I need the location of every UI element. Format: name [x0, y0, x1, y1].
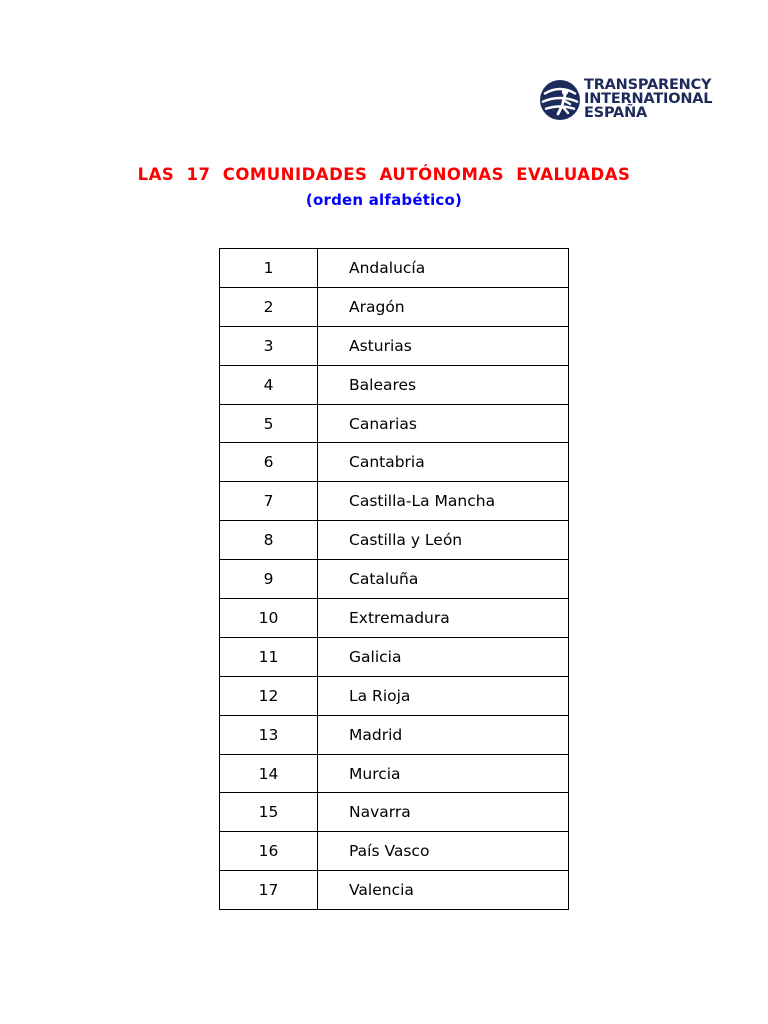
- row-number: [220, 676, 318, 715]
- row-number-text: 5: [263, 414, 274, 433]
- row-community-name: País Vasco: [318, 832, 569, 871]
- row-community-name: Navarra: [318, 793, 569, 832]
- row-community-name: Galicia: [318, 637, 569, 676]
- row-number: [220, 871, 318, 910]
- table-row: [220, 793, 569, 832]
- row-number: [220, 599, 318, 638]
- table-row: [220, 287, 569, 326]
- row-community-name: Madrid: [318, 715, 569, 754]
- transparency-international-logo: [538, 76, 728, 124]
- row-number-text: 1: [263, 258, 274, 277]
- row-community-name: Andalucía: [318, 249, 569, 288]
- table-row: [220, 754, 569, 793]
- row-number-text: 4: [263, 375, 274, 394]
- row-number-text: 15: [258, 803, 279, 822]
- row-community-name: La Rioja: [318, 676, 569, 715]
- row-number: [220, 715, 318, 754]
- table-row: [220, 404, 569, 443]
- table-row: [220, 599, 569, 638]
- table-row: [220, 560, 569, 599]
- row-number-text: 9: [263, 570, 274, 589]
- row-number-text: 3: [263, 336, 274, 355]
- row-community-name: Aragón: [318, 287, 569, 326]
- row-community-name: Castilla y León: [318, 521, 569, 560]
- row-number: [220, 482, 318, 521]
- row-number: [220, 637, 318, 676]
- row-community-name: Murcia: [318, 754, 569, 793]
- row-number: [220, 832, 318, 871]
- transparency-globe-icon: [538, 78, 582, 122]
- table-row: [220, 521, 569, 560]
- page-subtitle: (orden alfabético): [305, 191, 463, 209]
- logo-line-1: TRANSPARENCY: [584, 77, 712, 93]
- row-number-text: 16: [258, 842, 279, 861]
- logo-wordmark: [584, 78, 712, 120]
- table-row: [220, 365, 569, 404]
- table-row: [220, 637, 569, 676]
- table-row: [220, 676, 569, 715]
- row-number: [220, 404, 318, 443]
- row-community-name: Cantabria: [318, 443, 569, 482]
- row-community-name: Extremadura: [318, 599, 569, 638]
- row-number: [220, 249, 318, 288]
- row-number-text: 10: [258, 608, 279, 627]
- row-community-name: Asturias: [318, 326, 569, 365]
- row-number-text: 12: [258, 686, 279, 705]
- row-number: [220, 287, 318, 326]
- row-number: [220, 521, 318, 560]
- logo-line-2: INTERNATIONAL: [584, 91, 713, 107]
- row-number: [220, 365, 318, 404]
- row-number-text: 17: [258, 881, 279, 900]
- row-community-name: Baleares: [318, 365, 569, 404]
- row-community-name: Cataluña: [318, 560, 569, 599]
- communities-table: [219, 248, 569, 910]
- row-community-name: Canarias: [318, 404, 569, 443]
- table-row: [220, 715, 569, 754]
- row-number-text: 14: [258, 764, 279, 783]
- row-number: [220, 793, 318, 832]
- table-row: [220, 832, 569, 871]
- row-community-name: Castilla-La Mancha: [318, 482, 569, 521]
- row-number-text: 13: [258, 725, 279, 744]
- row-number-text: 2: [263, 297, 274, 316]
- row-number-text: 6: [263, 453, 274, 472]
- table-row: [220, 249, 569, 288]
- row-number: [220, 560, 318, 599]
- table-row: [220, 482, 569, 521]
- row-number-text: 11: [258, 647, 279, 666]
- table-row: [220, 326, 569, 365]
- table-row: [220, 443, 569, 482]
- row-number: [220, 326, 318, 365]
- table-row: [220, 871, 569, 910]
- row-number-text: 7: [263, 492, 274, 511]
- row-community-name: Valencia: [318, 871, 569, 910]
- row-number-text: 8: [263, 531, 274, 550]
- row-number: [220, 443, 318, 482]
- row-number: [220, 754, 318, 793]
- logo-line-3: ESPAÑA: [584, 105, 648, 121]
- page-title: LAS 17 COMUNIDADES AUTÓNOMAS EVALUADAS: [137, 165, 631, 184]
